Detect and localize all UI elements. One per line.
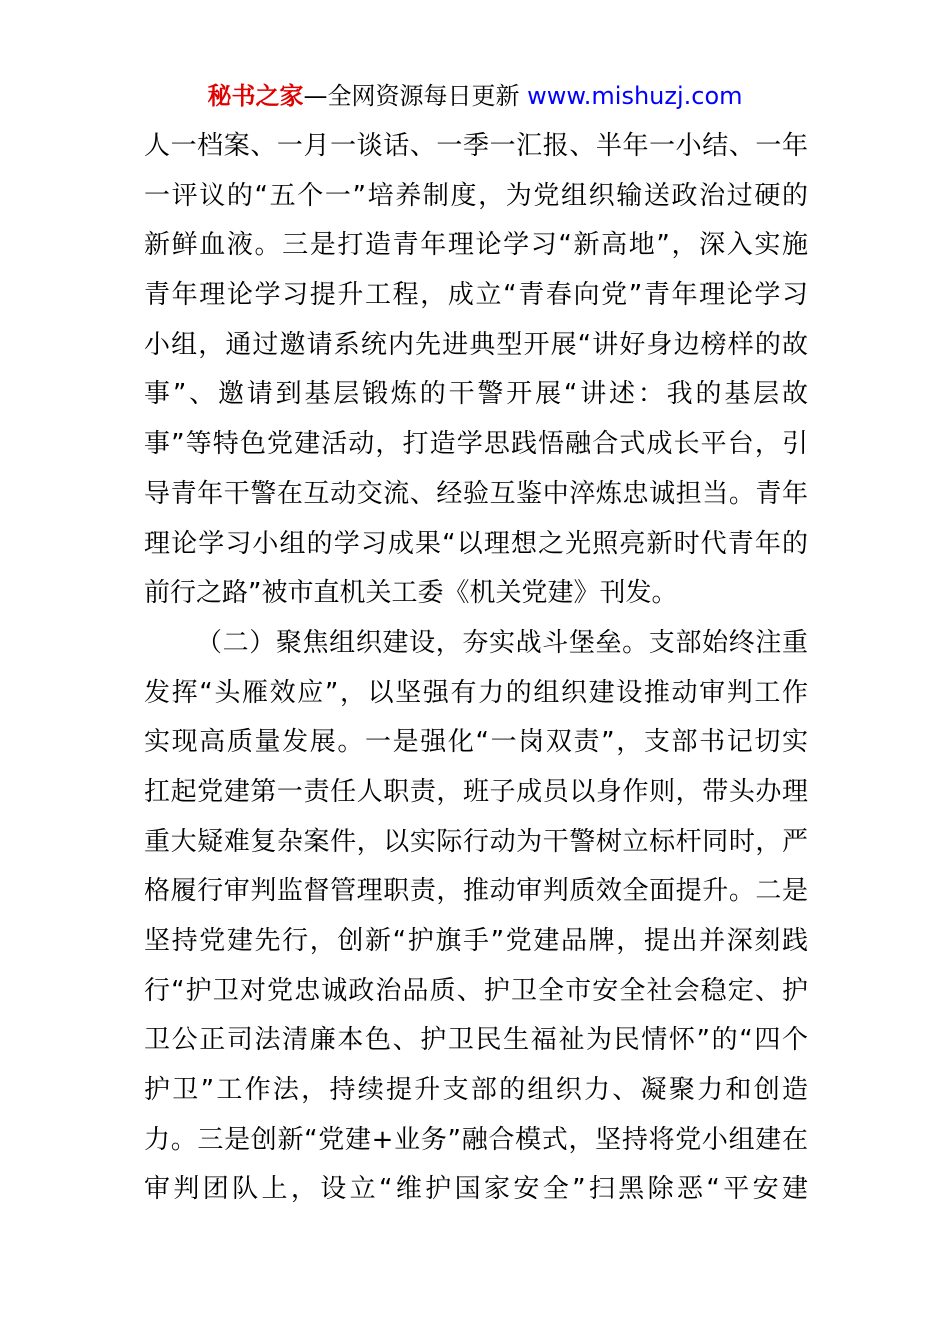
text-line: 事”、邀请到基层锻炼的干警开展“讲述：我的基层故 <box>144 379 808 410</box>
text-line: 事”等特色党建活动，打造学思践悟融合式成长平台，引 <box>144 429 808 460</box>
text-line: 行“护卫对党忠诚政治品质、护卫全市安全社会稳定、护 <box>144 975 808 1006</box>
text-line: 力。三是创新“党建+业务”融合模式，坚持将党小组建在 <box>144 1124 808 1155</box>
text-line: 理论学习小组的学习成果“以理想之光照亮新时代青年的 <box>144 528 808 559</box>
text-line: 扛起党建第一责任人职责，班子成员以身作则，带头办理 <box>144 776 808 807</box>
text-line: 格履行审判监督管理职责，推动审判质效全面提升。二是 <box>144 876 808 907</box>
text-line: 人一档案、一月一谈话、一季一汇报、半年一小结、一年 <box>144 131 808 161</box>
header-tagline: —全网资源每日更新 <box>303 82 528 110</box>
text-line: 青年理论学习提升工程，成立“青春向党”青年理论学习 <box>144 280 808 311</box>
text-line: 重大疑难复杂案件，以实际行动为干警树立标杆同时，严 <box>144 826 808 857</box>
section-heading-line: （二）聚焦组织建设，夯实战斗堡垒。支部始终注重 <box>196 627 808 658</box>
text-line: 卫公正司法清廉本色、护卫民生福祉为民情怀”的“四个 <box>144 1025 808 1056</box>
document-body <box>144 122 808 1215</box>
text-line: 发挥“头雁效应”，以坚强有力的组织建设推动审判工作 <box>144 677 808 708</box>
text-line: 审判团队上，设立“维护国家安全”扫黑除恶“平安建 <box>144 1174 808 1205</box>
site-url-link[interactable]: www.mishuzj.com <box>527 82 743 110</box>
text-line: 护卫”工作法，持续提升支部的组织力、凝聚力和创造 <box>144 1075 808 1106</box>
text-line: 实现高质量发展。一是强化“一岗双责”，支部书记切实 <box>144 727 808 758</box>
text-line: 坚持党建先行，创新“护旗手”党建品牌，提出并深刻践 <box>144 926 808 956</box>
text-line: 导青年干警在互动交流、经验互鉴中淬炼忠诚担当。青年 <box>144 478 808 509</box>
text-line: 新鲜血液。三是打造青年理论学习“新高地”，深入实施 <box>144 230 808 261</box>
paragraph-end-line: 前行之路”被市直机关工委《机关党建》刊发。 <box>144 578 678 609</box>
text-line: 一评议的“五个一”培养制度，为党组织输送政治过硬的 <box>144 180 808 211</box>
brand-name: 秘书之家 <box>207 82 304 110</box>
site-header <box>0 80 950 112</box>
text-line: 小组，通过邀请系统内先进典型开展“讲好身边榜样的故 <box>144 329 808 360</box>
